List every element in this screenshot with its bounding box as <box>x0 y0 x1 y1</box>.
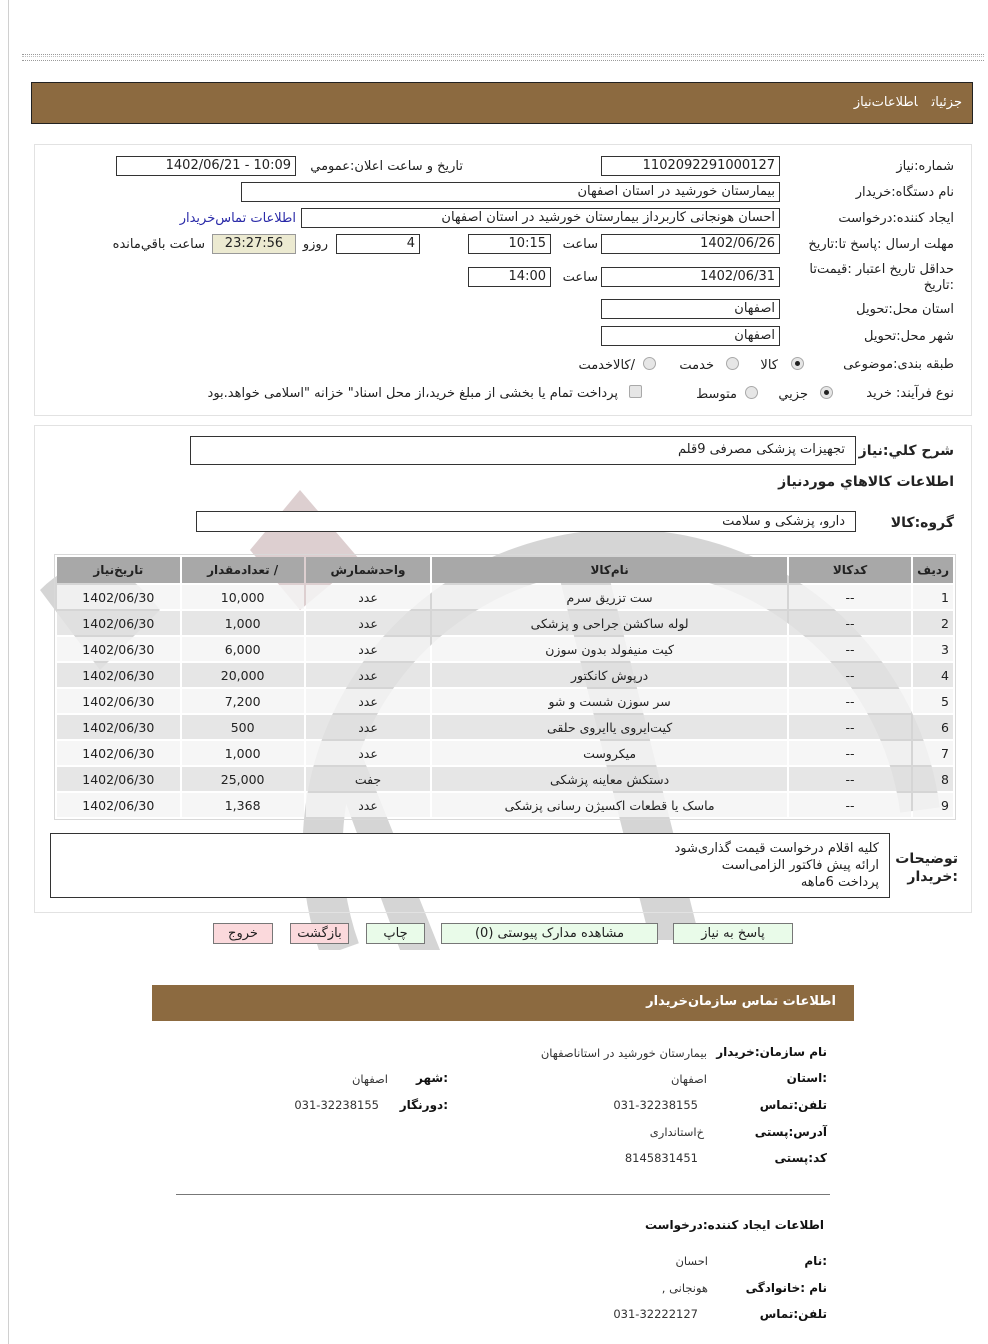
category-goods-service-label: /کالاخدمت <box>578 358 635 373</box>
cell-date: 1402/06/30 <box>57 663 180 687</box>
fax-value: 031-32238155 <box>294 1098 379 1112</box>
buyer-note-line: پرداخت 6ماهه <box>800 875 879 890</box>
postal-code-label: کد:پستی <box>774 1151 827 1165</box>
province-value: اصفهان <box>670 1072 707 1086</box>
cell-name: ست تزریق سرم <box>432 585 787 609</box>
cell-quantity: 500 <box>182 715 304 739</box>
back-button[interactable]: بازگشت <box>290 923 349 944</box>
cell-date: 1402/06/30 <box>57 637 180 661</box>
cell-unit: عدد <box>306 741 431 765</box>
goods-table <box>54 554 956 820</box>
cell-index: 1 <box>913 585 953 609</box>
buyer-contact-link[interactable]: اطلاعات تماس‌خریدار <box>179 211 296 226</box>
cell-index: 7 <box>913 741 953 765</box>
cell-unit: عدد <box>306 637 431 661</box>
address-label: آدرس:پستی <box>754 1125 827 1139</box>
cell-code: -- <box>789 741 911 765</box>
fax-label: :دورنگار <box>399 1098 448 1112</box>
org-name-value: بیمارستان خورشید در استاناصفهان <box>540 1046 707 1060</box>
cell-name: ماسک یا قطعات اکسیژن رسانی پزشکی <box>432 793 787 817</box>
goods-group-field[interactable]: دارو، پزشکی و سلامت <box>196 511 856 532</box>
creator-name-value: احسان <box>675 1254 708 1268</box>
cell-name: میکروست <box>432 741 787 765</box>
cell-date: 1402/06/30 <box>57 689 180 713</box>
cell-quantity: 25,000 <box>182 767 304 791</box>
buyer-org-field[interactable]: بیمارستان خورشید در استان اصفهان <box>241 182 780 202</box>
cell-code: -- <box>789 767 911 791</box>
buyer-contact-header <box>152 985 854 1021</box>
cell-quantity: 1,000 <box>182 741 304 765</box>
col-header-unit: واحدشمارش <box>306 557 431 583</box>
category-goods-label: کالا <box>760 358 778 373</box>
buyer-note-line: کلیه اقلام درخواست قیمت گذاری‌شود <box>674 841 879 856</box>
description-field[interactable]: تجهیزات پزشکی مصرفی 9قلم <box>190 436 856 465</box>
dotted-divider <box>22 54 984 61</box>
postal-code-value: 8145831451 <box>624 1151 698 1165</box>
cell-quantity: 1,368 <box>182 793 304 817</box>
print-button[interactable]: چاپ <box>366 923 425 944</box>
creator-field[interactable]: احسان هونجانی کاربرداز بیمارستان خورشید در استان اصفهان <box>301 208 780 228</box>
cell-index: 8 <box>913 767 953 791</box>
cell-unit: عدد <box>306 793 431 817</box>
cell-index: 6 <box>913 715 953 739</box>
cell-quantity: 1,000 <box>182 611 304 635</box>
category-goods-service-radio[interactable] <box>643 357 656 370</box>
cell-name: دستکش معاینه پزشکی <box>432 767 787 791</box>
province-label: :استان <box>786 1071 827 1085</box>
cell-quantity: 7,200 <box>182 689 304 713</box>
table-row <box>57 611 953 635</box>
exit-button[interactable]: خروج <box>213 923 273 944</box>
col-header-quantity: / تعداد‌مقدار <box>182 557 304 583</box>
need-number-label: شماره:نیاز <box>896 159 954 174</box>
validity-label-line2: :تاریخ <box>923 278 954 293</box>
cell-quantity: 6,000 <box>182 637 304 661</box>
col-header-name: نام‌کالا <box>432 557 787 583</box>
cell-unit: عدد <box>306 585 431 609</box>
process-medium-radio[interactable] <box>745 386 758 399</box>
cell-index: 9 <box>913 793 953 817</box>
validity-label: حداقل تاریخ اعتبار :قیمت‌تا <box>809 262 954 277</box>
table-row <box>57 585 953 609</box>
cell-name: کیت‌ایروی یاایروی حلقی <box>432 715 787 739</box>
goods-info-title: اطلاعات کالاهاي مورد‌نیاز <box>778 474 954 490</box>
category-goods-radio[interactable] <box>791 357 804 370</box>
cell-name: کیت منیفولد بدون سوزن <box>432 637 787 661</box>
cell-index: 4 <box>913 663 953 687</box>
org-name-label: نام سازمان:خریدار <box>716 1045 827 1059</box>
announce-date-label: تاریخ و ساعت اعلان:عمومي <box>310 159 463 174</box>
cell-date: 1402/06/30 <box>57 741 180 765</box>
validity-date-field[interactable]: 1402/06/31 <box>601 267 780 287</box>
title-need-info: اطلاعات‌نیاز <box>853 95 918 110</box>
table-row <box>57 767 953 791</box>
delivery-city-field[interactable]: اصفهان <box>601 326 780 346</box>
cell-date: 1402/06/30 <box>57 611 180 635</box>
city-label: :شهر <box>416 1071 448 1085</box>
validity-time-label: ساعت <box>562 270 598 285</box>
process-minor-radio[interactable] <box>820 386 833 399</box>
cell-code: -- <box>789 637 911 661</box>
category-service-label: خدمت <box>679 358 714 373</box>
cell-unit: عدد <box>306 663 431 687</box>
announce-date-field[interactable]: 1402/06/21 - 10:09 <box>116 156 296 176</box>
phone-label: تلفن:تماس <box>759 1098 827 1112</box>
cell-name: سر سوزن شست و شو <box>432 689 787 713</box>
creator-contact-title: اطلاعات ایجاد کننده:درخواست <box>644 1218 824 1232</box>
cell-quantity: 10,000 <box>182 585 304 609</box>
process-type-label: نوع فرآیند: خرید <box>866 386 954 401</box>
col-header-code: کدکالا <box>789 557 911 583</box>
category-service-radio[interactable] <box>726 357 739 370</box>
cell-unit: عدد <box>306 715 431 739</box>
cell-index: 5 <box>913 689 953 713</box>
cell-date: 1402/06/30 <box>57 793 180 817</box>
col-header-date: تاریخ‌نیاز <box>57 557 180 583</box>
cell-code: -- <box>789 611 911 635</box>
creator-phone-label: تلفن:تماس <box>759 1307 827 1321</box>
deadline-time-label: ساعت <box>562 237 598 252</box>
table-row <box>57 741 953 765</box>
need-number-field[interactable]: 1102092291000127 <box>601 156 780 176</box>
creator-label: ایجاد کننده:درخواست <box>838 211 954 226</box>
goods-group-label: گروه:کالا <box>890 515 954 531</box>
deadline-time-field[interactable]: 10:15 <box>468 234 551 254</box>
cell-code: -- <box>789 663 911 687</box>
days-remaining-field[interactable]: 4 <box>336 234 420 254</box>
cell-date: 1402/06/30 <box>57 767 180 791</box>
cell-date: 1402/06/30 <box>57 715 180 739</box>
table-row <box>57 715 953 739</box>
deadline-date-field[interactable]: 1402/06/26 <box>601 234 780 254</box>
buyer-notes-label: توضیحات <box>895 851 958 867</box>
process-minor-label: جزيي <box>778 387 808 402</box>
table-row <box>57 663 953 687</box>
creator-name-label: :نام <box>804 1254 827 1268</box>
validity-time-field[interactable]: 14:00 <box>468 267 551 287</box>
treasury-checkbox[interactable] <box>629 385 642 398</box>
address-value: خ‌استانداری <box>649 1125 704 1139</box>
cell-unit: عدد <box>306 689 431 713</box>
process-medium-label: متوسط <box>696 387 737 402</box>
description-label: شرح کلي:نیاز <box>858 443 954 459</box>
delivery-city-label: شهر محل:تحویل <box>864 329 954 344</box>
reply-button[interactable]: پاسخ به نیاز <box>673 923 793 944</box>
page-title <box>840 95 962 110</box>
page-left-border <box>8 0 9 1344</box>
table-row <box>57 793 953 817</box>
table-row <box>57 637 953 661</box>
cell-code: -- <box>789 585 911 609</box>
creator-family-value: هونجانی , <box>661 1281 708 1295</box>
category-label: طبقه بندی:موضوعی <box>843 357 954 372</box>
page-header-bar <box>31 82 973 124</box>
treasury-checkbox-label: پرداخت تمام یا بخشی از مبلغ خرید،از محل اسناد" خزانه "اسلامی خواهد.بود <box>207 386 618 401</box>
cell-code: -- <box>789 689 911 713</box>
days-label: روزو <box>302 237 328 252</box>
cell-index: 3 <box>913 637 953 661</box>
phone-value: 031-32238155 <box>613 1098 698 1112</box>
view-attachments-button[interactable]: مشاهده مدارک پیوستی (0) <box>441 923 658 944</box>
table-header-row <box>57 557 953 583</box>
title-details: جزئیات <box>931 95 962 110</box>
creator-phone-value: 031-32222127 <box>613 1307 698 1321</box>
creator-family-label: نام :خانوادگی <box>745 1281 827 1295</box>
cell-code: -- <box>789 793 911 817</box>
deadline-label: مهلت ارسال :پاسخ تا:تاریخ <box>808 237 954 252</box>
cell-index: 2 <box>913 611 953 635</box>
delivery-province-label: استان محل:تحویل <box>856 302 954 317</box>
buyer-notes-box <box>50 833 890 898</box>
cell-unit: جفت <box>306 767 431 791</box>
cell-name: درپوش کانکتور <box>432 663 787 687</box>
cell-quantity: 20,000 <box>182 663 304 687</box>
delivery-province-field[interactable]: اصفهان <box>601 299 780 319</box>
buyer-note-line: ارائه پیش فاکتور الزامی‌است <box>721 858 879 873</box>
section-divider <box>176 1194 830 1195</box>
cell-unit: عدد <box>306 611 431 635</box>
remaining-time-field: 23:27:56 <box>212 234 296 254</box>
cell-code: -- <box>789 715 911 739</box>
cell-date: 1402/06/30 <box>57 585 180 609</box>
cell-name: لوله ساکشن جراحی و پزشکی <box>432 611 787 635</box>
buyer-notes-label-line2: :خریدار <box>907 869 958 885</box>
buyer-contact-title: اطلاعات تماس سازمان‌خریدار <box>646 994 836 1009</box>
remaining-time-label: ساعت باقي‌مانده <box>112 237 205 252</box>
city-value: اصفهان <box>351 1072 388 1086</box>
col-header-index: ردیف <box>913 557 953 583</box>
table-row <box>57 689 953 713</box>
buyer-org-label: نام دستگاه:خریدار <box>855 185 954 200</box>
